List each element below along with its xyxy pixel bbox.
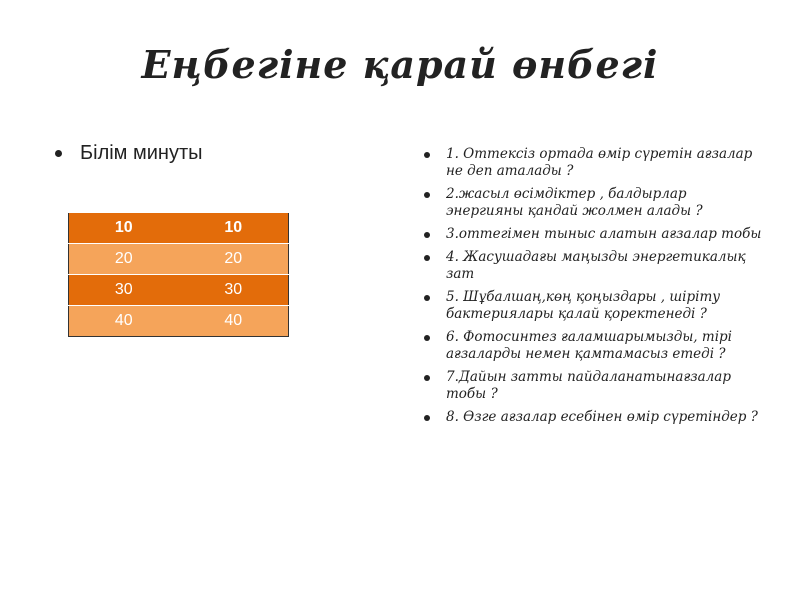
list-item	[422, 369, 767, 403]
table-cell[interactable]: 20	[179, 244, 289, 275]
bullet-dot-icon	[424, 375, 430, 381]
left-bullet-text: Білім минуты	[80, 142, 203, 164]
bullet-dot-icon	[424, 335, 430, 341]
left-bullet	[55, 142, 203, 165]
bullet-dot-icon	[424, 232, 430, 238]
table-cell[interactable]: 30	[69, 275, 179, 306]
question-text: 5. Шұбалшаң,көң қоңыздары , шіріту бактериялары қалай қоректенеді ?	[446, 289, 721, 322]
question-text: 2.жасыл өсімдіктер , балдырлар энергияны қандай жолмен алады ?	[446, 186, 703, 219]
list-item	[422, 249, 767, 283]
bullet-dot-icon	[424, 192, 430, 198]
table-cell[interactable]: 30	[179, 275, 289, 306]
slide-title: Еңбегіне қарай өнбегі	[141, 42, 659, 87]
list-item	[422, 409, 767, 426]
questions-list	[422, 146, 767, 432]
table-row	[69, 275, 289, 306]
bullet-dot-icon	[424, 295, 430, 301]
bullet-dot-icon	[424, 415, 430, 421]
table-row	[69, 213, 289, 244]
table-cell[interactable]: 40	[69, 306, 179, 337]
question-text: 3.оттегімен тыныс алатын ағзалар тобы	[446, 226, 762, 242]
table-row	[69, 244, 289, 275]
table-cell[interactable]: 40	[179, 306, 289, 337]
list-item	[422, 289, 767, 323]
table-cell[interactable]: 10	[179, 213, 289, 244]
points-table	[68, 212, 289, 337]
question-text: 4. Жасушадағы маңызды энергетикалық зат	[446, 249, 746, 282]
list-item	[422, 226, 767, 243]
question-text: 1. Оттексіз ортада өмір сүретін ағзалар не деп аталады ?	[446, 146, 753, 179]
bullet-dot-icon	[424, 152, 430, 158]
question-text: 6. Фотосинтез ғаламшарымызды, тірі ағзаларды немен қамтамасыз етеді ?	[446, 329, 732, 362]
question-text: 8. Өзге ағзалар есебінен өмір сүретіндер ?	[446, 409, 758, 425]
list-item	[422, 146, 767, 180]
bullet-dot-icon	[55, 150, 62, 157]
list-item	[422, 329, 767, 363]
list-item	[422, 186, 767, 220]
table-row	[69, 306, 289, 337]
question-text: 7.Дайын затты пайдаланатынағзалар тобы ?	[446, 369, 731, 402]
table-cell[interactable]: 10	[69, 213, 179, 244]
table-cell[interactable]: 20	[69, 244, 179, 275]
bullet-dot-icon	[424, 255, 430, 261]
